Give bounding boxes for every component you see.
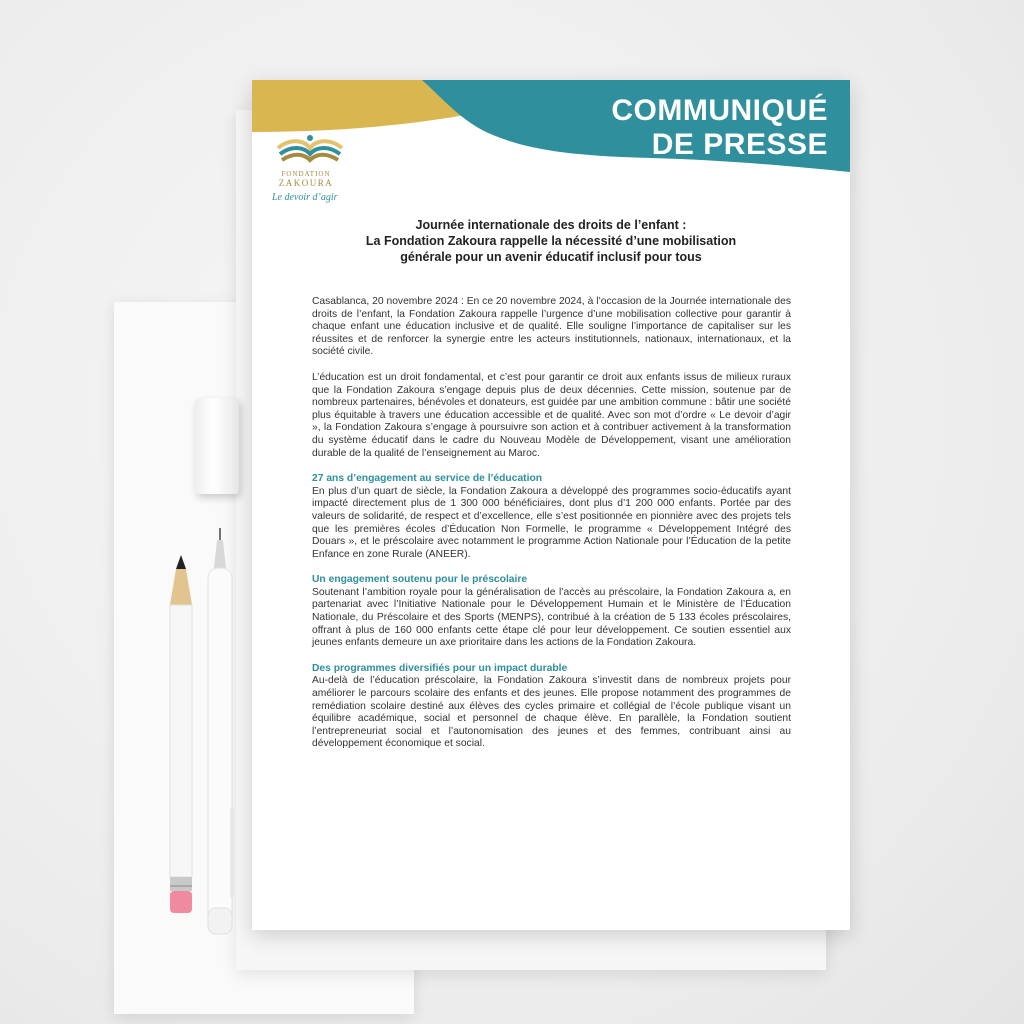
paragraph: En plus d’un quart de siècle, la Fondation Zakoura a développé des programmes socio-éducatifs ayant impacté directement plus de 1 300 000 bénéficiaires, dont plus d’1 200 000 enfants. Portée par des valeurs de solidarité, de respect et d’excellence, elle s’est positionnée en pionnière avec des projets tels que les premières écoles d’Éducation Non Formelle, le programme « Développement Intégré des Douars », et le préscolaire avec notamment le programme Action Nationale pour l’Éducation de la petite Enfance en zone Rurale (ANEER). [312, 485, 791, 560]
paragraph: Casablanca, 20 novembre 2024 : En ce 20 novembre 2024, à l’occasion de la Journée internationale des droits de l’enfant, la Fondation Zakoura rappelle l’urgence d’une mobilisation collective pour garantir à chaque enfant une éducation inclusive et de qualité. Elle souligne l’importance de capitaliser sur les réussites et de renforcer la synergie entre les acteurs institutionnels, nationaux, internationaux, et la société civile. [312, 296, 791, 358]
banner-title-line1: COMMUNIQUÉ [611, 94, 828, 127]
banner-title-line2: DE PRESSE [651, 128, 828, 161]
section-heading: Un engagement soutenu pour le préscolaire [312, 574, 528, 586]
logo-name-line1: FONDATION [281, 170, 331, 178]
banner-title [611, 94, 828, 162]
eraser [195, 398, 239, 494]
logo-wordmark [272, 170, 340, 188]
document-body [312, 296, 791, 764]
title-line3: générale pour un avenir éducatif inclusif pour tous [400, 250, 702, 264]
paragraph: L’éducation est un droit fondamental, et c’est pour garantir ce droit aux enfants issus de milieux ruraux que la Fondation Zakoura s’engage depuis plus de deux décennies. Cette mission, soutenue par de nombreux partenaires, bénévoles et donateurs, est guidée par une ambition commune : bâtir une société plus équitable à travers une éducation accessible et de qualité. Avec son mot d’ordre « Le devoir d’agir », la Fondation Zakoura s’engage à poursuivre son action et à contribuer activement à la transformation du système éducatif dans le cadre du Nouveau Modèle de Développement, visant une amélioration durable de la qualité de l’enseignement au Maroc. [312, 371, 791, 459]
document-title [312, 217, 790, 265]
logo-tagline: Le devoir d’agir [272, 192, 338, 203]
paragraph: Au-delà de l’éducation préscolaire, la Fondation Zakoura s’investit dans de nombreux projets pour améliorer le parcours scolaire des enfants et des jeunes. Elle propose notamment des programmes de remédiation scolaire destiné aux élèves des cycles primaire et collégial de l’école publique visant un équilibre académique, social et personnel de chaque élève. En parallèle, la Fondation soutient l’entrepreneuriat social et l’autonomisation des jeunes et des femmes, contribuant ainsi au développement économique et social. [312, 675, 791, 750]
mechanical-pencil [200, 528, 240, 938]
title-line1: Journée internationale des droits de l’enfant : [415, 218, 687, 232]
paragraph: Soutenant l’ambition royale pour la généralisation de l’accès au préscolaire, la Fondation Zakoura a, en partenariat avec l’Initiative Nationale pour le Développement Humain et le Ministère de l’Éducation Nationale, du Préscolaire et des Sports (MENPS), contribué à la création de 5 133 écoles préscolaires, offrant à plus de 160 000 enfants cette étape clé pour leur développement. Ce soutien essentiel aux jeunes enfants demeure un axe prioritaire dans les actions de la Fondation Zakoura. [312, 586, 791, 649]
press-release-document [252, 80, 850, 930]
section-heading: 27 ans d’engagement au service de l’éducation [312, 473, 543, 485]
title-line2: La Fondation Zakoura rappelle la nécessité d’une mobilisation [365, 234, 737, 248]
logo-name-line2: ZAKOURA [278, 178, 334, 188]
section-heading: Des programmes diversifiés pour un impact durable [312, 662, 568, 674]
pencil [166, 555, 196, 935]
